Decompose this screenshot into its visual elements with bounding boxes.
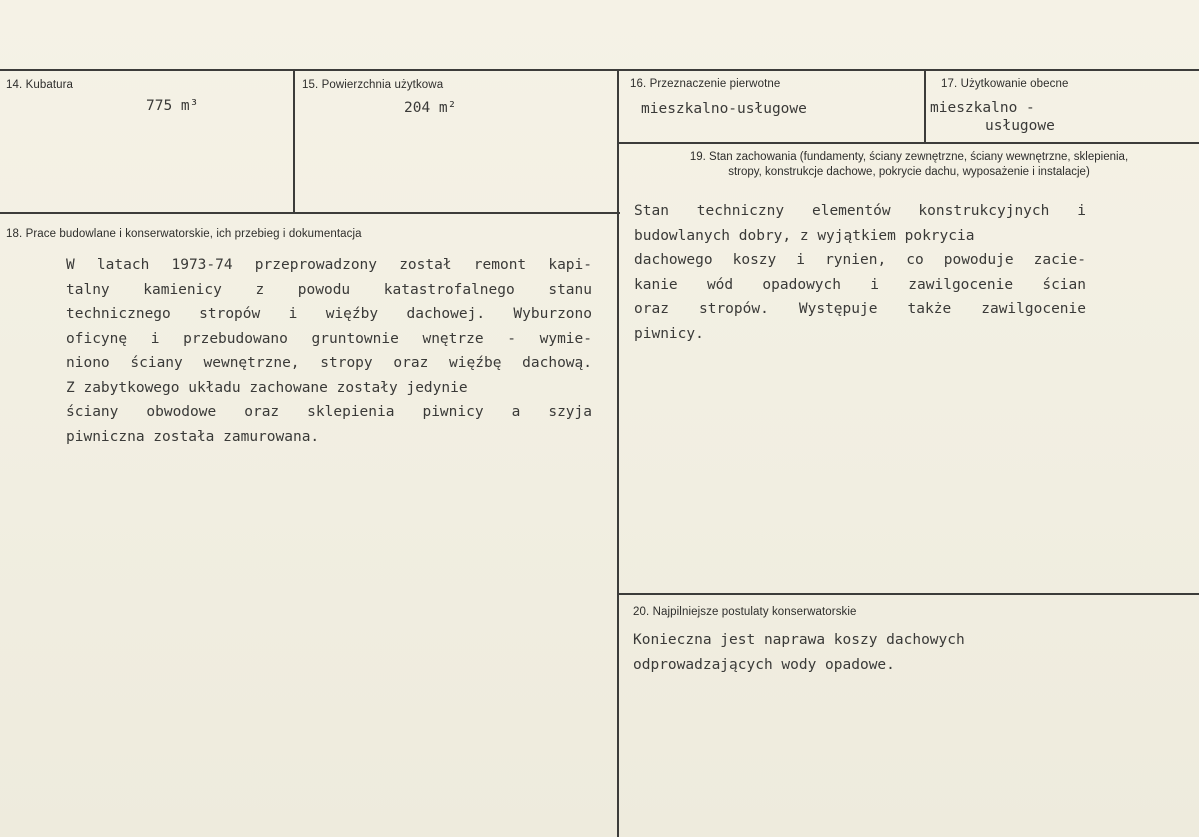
divider-16-17 — [924, 69, 926, 143]
uzytkowanie-value-line-2: usługowe — [985, 118, 1055, 134]
prace-text-line: oficynę i przebudowano gruntownie wnętrze - wymie- — [66, 330, 592, 347]
stan-text-line: Stan techniczny elementów konstrukcyjnych i — [634, 203, 1086, 219]
rule-left-mid — [0, 212, 620, 214]
stan-text-line: oraz stropów. Występuje także zawilgocenie — [634, 301, 1086, 317]
stan-text-line: budowlanych dobry, z wyjątkiem pokrycia — [634, 227, 975, 244]
przeznaczenie-label: 16. Przeznaczenie pierwotne — [630, 78, 781, 90]
przeznaczenie-value: mieszkalno-usługowe — [641, 101, 807, 117]
postulaty-text-line: odprowadzających wody opadowe. — [633, 656, 895, 673]
rule-right-upper — [619, 142, 1199, 144]
prace-text-line: talny kamienicy z powodu katastrofalnego stanu — [66, 281, 592, 298]
stan-text-line: piwnicy. — [634, 325, 704, 342]
powierzchnia-label: 15. Powierzchnia użytkowa — [302, 79, 444, 91]
prace-text-line: niono ściany wewnętrzne, stropy oraz więźbę dachową. — [66, 355, 592, 371]
prace-text-line: ściany obwodowe oraz sklepienia piwnicy a szyja — [66, 404, 592, 420]
postulaty-text — [633, 628, 1053, 677]
kubatura-value: 775 m³ — [146, 98, 199, 114]
postulaty-text-line: Konieczna jest naprawa koszy dachowych — [633, 632, 965, 648]
prace-text-line: Z zabytkowego układu zachowane zostały jedynie — [66, 379, 468, 396]
stan-text-line: dachowego koszy i rynien, co powoduje zacie- — [634, 252, 1086, 268]
divider-main — [617, 69, 619, 837]
stan-label — [626, 150, 1192, 180]
divider-14-15 — [293, 69, 295, 214]
prace-text-line: technicznego stropów i więźby dachowej. Wyburzono — [66, 306, 592, 322]
stan-text — [634, 199, 1086, 346]
powierzchnia-value: 204 m² — [404, 100, 457, 116]
prace-text — [66, 253, 592, 449]
uzytkowanie-label: 17. Użytkowanie obecne — [941, 78, 1069, 90]
kubatura-label: 14. Kubatura — [6, 79, 74, 91]
stan-text-line: kanie wód opadowych i zawilgocenie ścian — [634, 276, 1086, 293]
stan-label-line-1: 19. Stan zachowania (fundamenty, ściany zewnętrzne, ściany wewnętrzne, sklepienia, — [689, 151, 1129, 163]
prace-text-line: W latach 1973-74 przeprowadzony został remont kapi- — [66, 257, 592, 273]
uzytkowanie-value-line-1: mieszkalno - — [930, 100, 1035, 116]
stan-label-line-2: stropy, konstrukcje dachowe, pokrycie dachu, wyposażenie i instalacje) — [728, 166, 1090, 178]
prace-text-line: piwniczna została zamurowana. — [66, 428, 320, 445]
postulaty-label: 20. Najpilniejsze postulaty konserwatorskie — [633, 606, 857, 618]
top-rule — [0, 69, 1199, 71]
rule-right-lower — [619, 593, 1199, 595]
prace-label: 18. Prace budowlane i konserwatorskie, ich przebieg i dokumentacja — [6, 228, 362, 240]
